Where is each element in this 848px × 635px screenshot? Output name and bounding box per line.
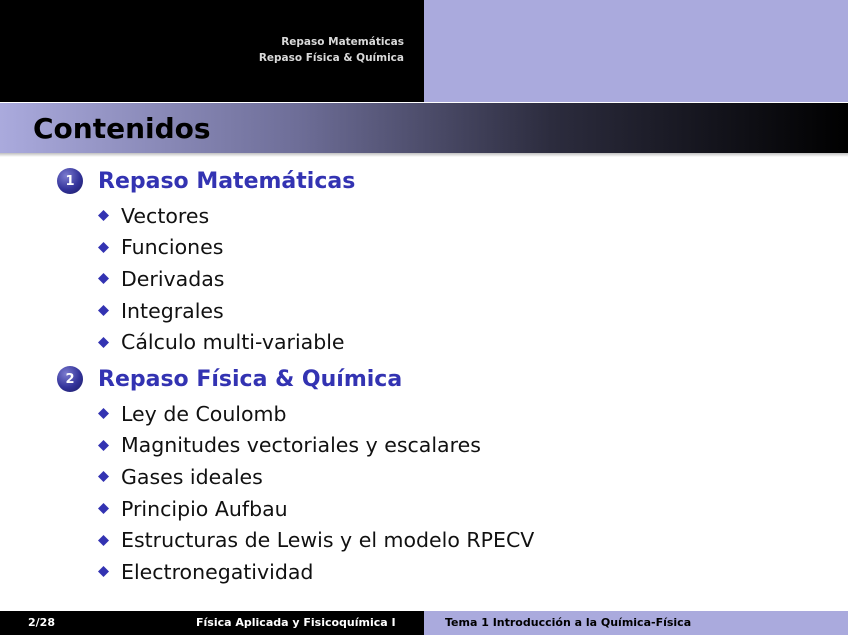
toc-section-2: [57, 364, 534, 588]
header-right-panel: [424, 0, 848, 102]
subsection-label: Integrales: [121, 298, 224, 323]
subsection-label: Cálculo multi-variable: [121, 330, 345, 355]
subsection-label: Principio Aufbau: [121, 496, 288, 521]
diamond-bullet-icon: [98, 337, 109, 348]
subsection-label: Vectores: [121, 203, 210, 228]
toc-subsection-item[interactable]: [98, 556, 534, 588]
section-title[interactable]: Repaso Física & Química: [98, 366, 403, 392]
toc-subsection-item[interactable]: [98, 263, 355, 295]
page-counter: 2/28: [28, 616, 55, 629]
diamond-bullet-icon: [98, 408, 109, 419]
toc-subsection-item[interactable]: [98, 524, 534, 556]
toc-subsection-item[interactable]: [98, 326, 355, 358]
diamond-bullet-icon: [98, 273, 109, 284]
nav-link-repaso-matematicas[interactable]: Repaso Matemáticas: [281, 36, 404, 48]
diamond-bullet-icon: [98, 566, 109, 577]
diamond-bullet-icon: [98, 503, 109, 514]
diamond-bullet-icon: [98, 535, 109, 546]
toc-section-heading[interactable]: [57, 166, 355, 196]
subsection-label: Gases ideales: [121, 464, 263, 489]
toc-subsection-item[interactable]: [98, 295, 355, 327]
toc-subsection-item[interactable]: [98, 232, 355, 264]
subsection-label: Derivadas: [121, 266, 225, 291]
section-title[interactable]: Repaso Matemáticas: [98, 168, 356, 194]
diamond-bullet-icon: [98, 210, 109, 221]
diamond-bullet-icon: [98, 471, 109, 482]
section-number: 1: [65, 173, 75, 189]
toc-subsection-item[interactable]: [98, 430, 534, 462]
footer-right-panel: [424, 611, 848, 635]
subsection-list: [98, 200, 355, 358]
subsection-list: [98, 398, 534, 588]
toc-subsection-item[interactable]: [98, 200, 355, 232]
course-title: Física Aplicada y Fisicoquímica I: [196, 616, 396, 629]
toc-subsection-item[interactable]: [98, 398, 534, 430]
toc-subsection-item[interactable]: [98, 493, 534, 525]
subsection-label: Magnitudes vectoriales y escalares: [121, 433, 481, 458]
footer-bar: [0, 611, 848, 635]
nav-link-repaso-fisica-quimica[interactable]: Repaso Física & Química: [258, 52, 404, 64]
diamond-bullet-icon: [98, 440, 109, 451]
frame-title: Contenidos: [33, 112, 211, 145]
numbered-ball-icon: [57, 168, 83, 194]
subsection-label: Ley de Coulomb: [121, 401, 287, 426]
toc-section-1: [57, 166, 355, 358]
toc-section-heading[interactable]: [57, 364, 534, 394]
section-number: 2: [65, 371, 75, 387]
header-bar: [0, 0, 848, 102]
section-navigation: [259, 34, 404, 66]
diamond-bullet-icon: [98, 242, 109, 253]
topic-title: Tema 1 Introducción a la Química-Física: [445, 616, 692, 629]
diamond-bullet-icon: [98, 305, 109, 316]
frame-title-bar: [0, 103, 848, 153]
toc-subsection-item[interactable]: [98, 461, 534, 493]
title-shadow: [0, 153, 848, 157]
subsection-label: Estructuras de Lewis y el modelo RPECV: [121, 528, 535, 553]
footer-left-panel: [0, 611, 424, 635]
subsection-label: Funciones: [121, 235, 224, 260]
subsection-label: Electronegatividad: [121, 559, 314, 584]
header-left-panel: [0, 0, 424, 102]
numbered-ball-icon: [57, 366, 83, 392]
